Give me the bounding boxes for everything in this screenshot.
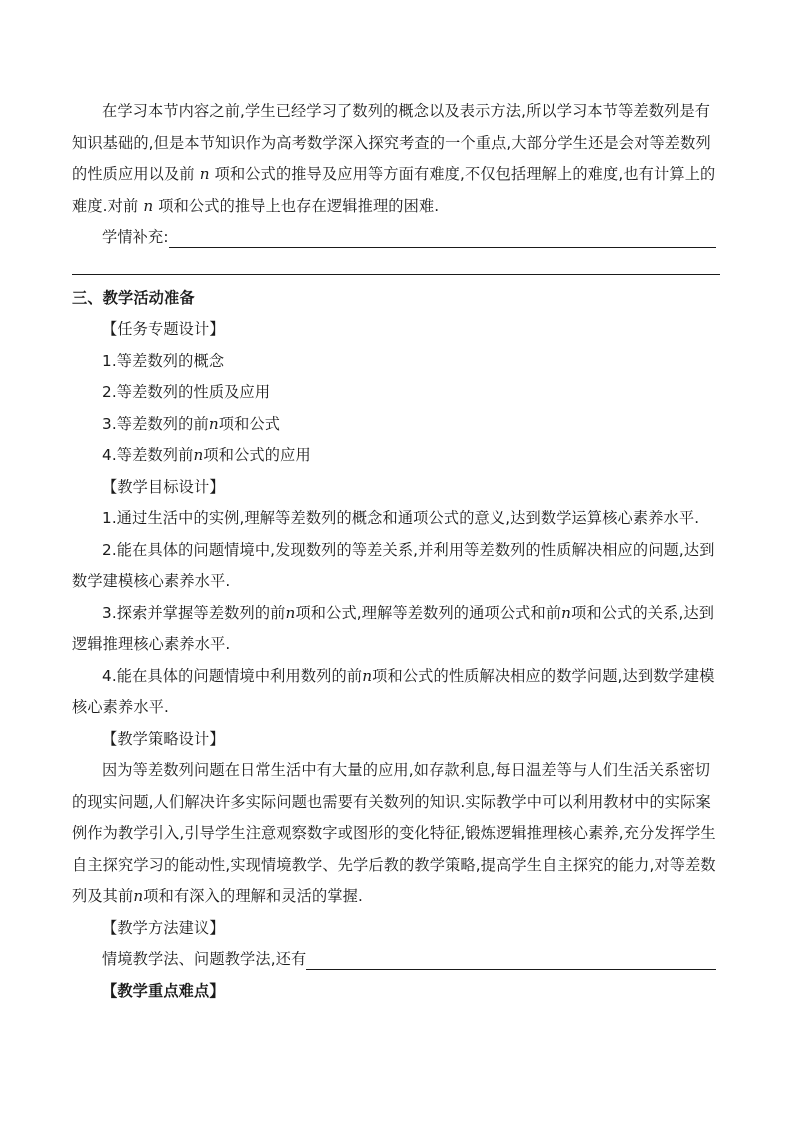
strategy-design-title: 【教学策略设计】 — [102, 729, 225, 748]
method-row — [72, 944, 720, 976]
task-item-3: 3.等差数列的前n项和公式 — [102, 414, 281, 433]
method-suggestion-title: 【教学方法建议】 — [102, 918, 225, 937]
goal-item-4: 4.能在具体的问题情境中利用数列的前n项和公式的性质解决相应的数学问题,达到数学建模核心素养水平. — [72, 666, 715, 716]
goal-design-title: 【教学目标设计】 — [102, 477, 225, 496]
strategy-paragraph: 因为等差数列问题在日常生活中有大量的应用,如存款利息,每日温差等与人们生活关系密切的现实问题,人们解决许多实际问题也需要有关数列的知识.实际教学中可以利用教材中的实际案例作为教学引入,引导学生注意观察数字或图形的变化特征,锻炼逻辑推理核心素养,充分发挥学生自主探究学习的能动性,实现情境教学、先学后教的教学策略,提高学生自主探究的能力,对等差数列及其前n项和有深入的理解和灵活的掌握. — [72, 761, 716, 905]
key-points-title: 【教学重点难点】 — [102, 981, 225, 1000]
task-item-1: 1.等差数列的概念 — [102, 351, 225, 370]
method-blank-line[interactable] — [306, 947, 716, 970]
task-item-2: 2.等差数列的性质及应用 — [102, 383, 271, 401]
goal-item-3: 3.探索并掌握等差数列的前n项和公式,理解等差数列的通项公式和前n项和公式的关系,达到逻辑推理核心素养水平. — [72, 603, 715, 653]
intro-paragraph: 在学习本节内容之前,学生已经学习了数列的概念以及表示方法,所以学习本节等差数列是有知识基础的,但是本节知识作为高考数学深入探究考查的一个重点,大部分学生还是会对等差数列的性质应用以及前 n 项和公式的推导及应用等方面有难度,不仅包括理解上的难度,也有计算上的难度.对前 n 项和公式的推导上也存在逻辑推理的困难. — [72, 102, 716, 215]
method-text: 情境教学法、问题教学法,还有 — [102, 950, 307, 968]
section3-title: 三、教学活动准备 — [72, 288, 195, 307]
supplement-label: 学情补充: — [102, 228, 169, 246]
task-item-4: 4.等差数列前n项和公式的应用 — [102, 446, 311, 464]
supplement-blank-line-2[interactable] — [72, 254, 720, 275]
document-page — [72, 96, 720, 1007]
task-design-title: 【任务专题设计】 — [102, 320, 225, 338]
supplement-row — [72, 222, 720, 254]
goal-item-2: 2.能在具体的问题情境中,发现数列的等差关系,并利用等差数列的性质解决相应的问题,达到数学建模核心素养水平. — [72, 540, 715, 590]
goal-item-1: 1.通过生活中的实例,理解等差数列的概念和通项公式的意义,达到数学运算核心素养水平. — [102, 509, 700, 527]
supplement-blank-line[interactable] — [169, 225, 716, 248]
